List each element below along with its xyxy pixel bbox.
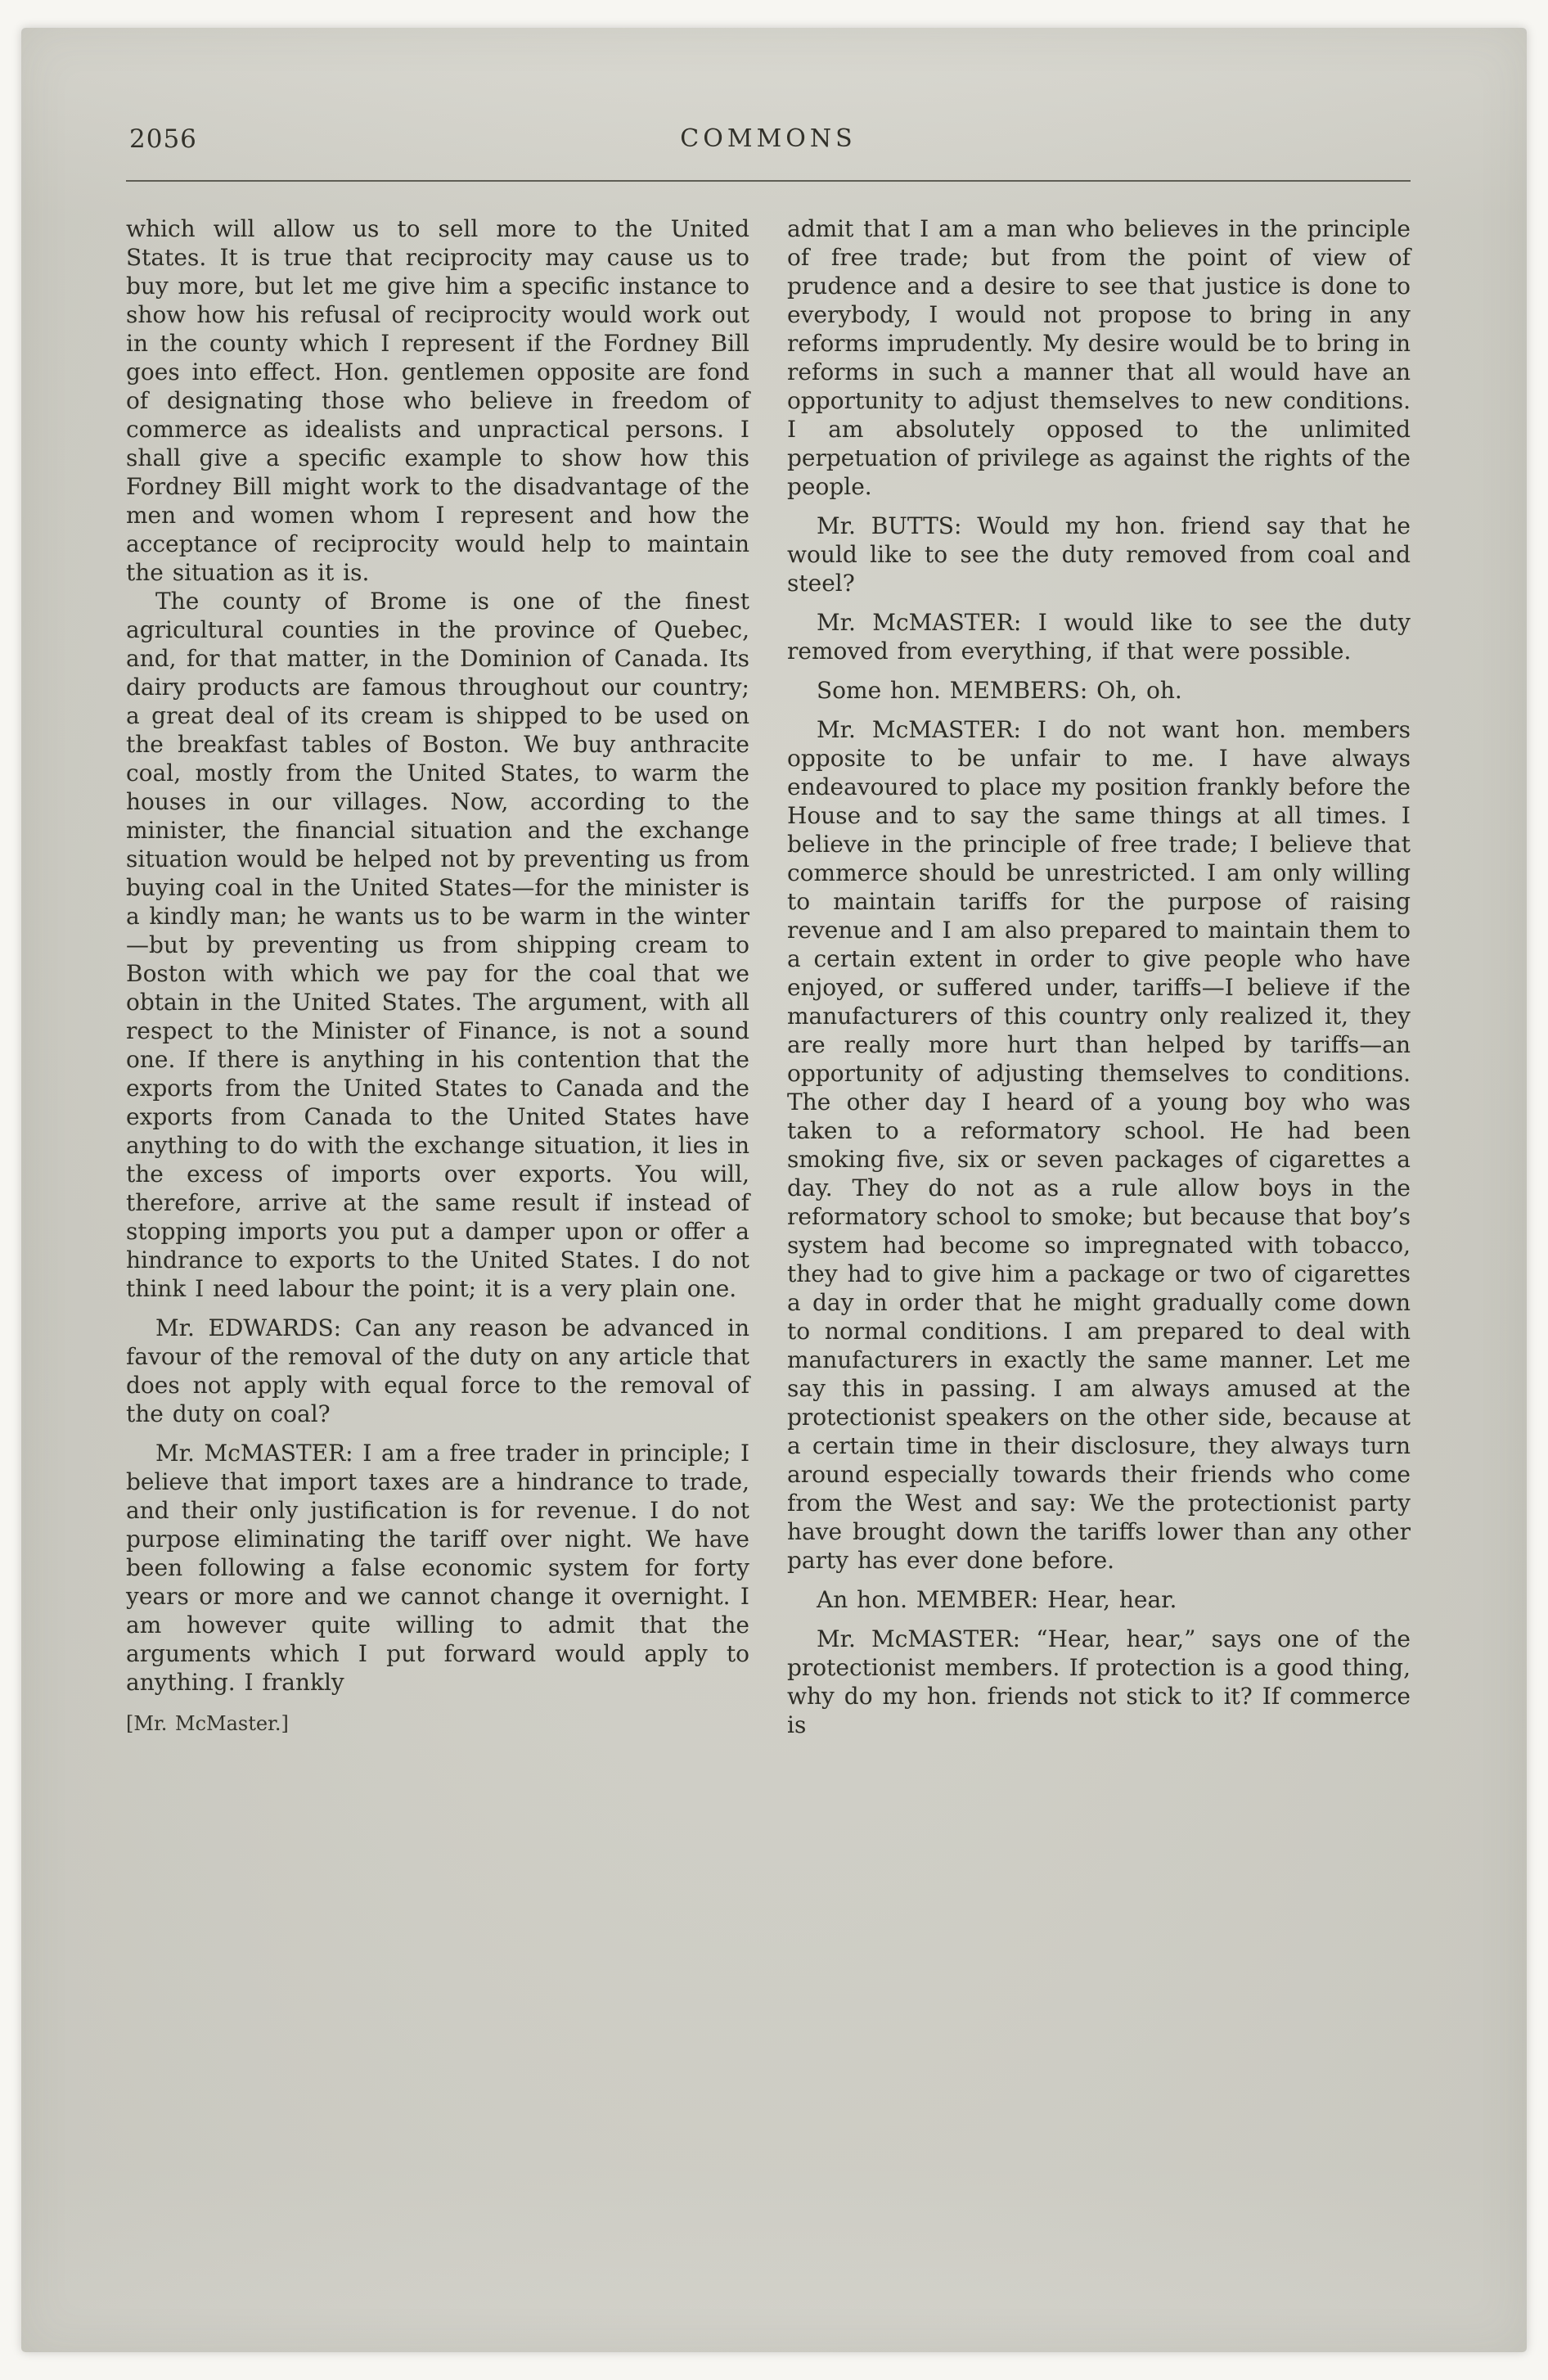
body-paragraph: which will allow us to sell more to the United States. It is true that reciprocity may cause us to buy more, but let me give him a specific instance to show how his refusal of reciprocity would work out in the county which I represent if the Fordney Bill goes into effect. Hon. gentlemen opposite are fond of designating those who believe in freedom of commerce as idealists and unpractical persons. I shall give a specific example to show how this Fordney Bill might work to the disadvantage of the men and women whom I represent and how the acceptance of reciprocity would help to maintain the situation as it is.: [126, 215, 749, 586]
speech-paragraph: Mr. McMASTER: I do not want hon. members opposite to be unfair to me. I have always endeavoured to place my position frankly before the House and to say the same things at all times. I believe in the principle of free trade; I believe that commerce should be unrestricted. I am only willing to maintain tariffs for the purpose of raising revenue and I am also prepared to maintain them to a certain extent in order to give people who have enjoyed, or suffered under, tariffs—I believe if the manufacturers of this country only realized it, they are really more hurt than helped by tariffs—an opportunity of adjusting themselves to conditions. The other day I heard of a young boy who was taken to a reformatory school. He had been smoking five, six or seven packages of cigarettes a day. They do not as a rule allow boys in the reformatory school to smoke; but because that boy’s system had become so impregnated with tobacco, they had to give him a package or two of cigarettes a day in order that he might gradually come down to normal conditions. I am prepared to deal with manufacturers in exactly the same manner. Let me say this in passing. I am always amused at the protectionist speakers on the other side, because at a certain time in their disclosure, they always turn around especially towards their friends who come from the West and say: We the protectionist party have brought down the tariffs lower than any other party has ever done before.: [787, 716, 1411, 1574]
body-paragraph: admit that I am a man who believes in the principle of free trade; but from the point of view of prudence and a desire to see that justice is done to everybody, I would not propose to bring in any reforms imprudently. My desire would be to bring in reforms in such a manner that all would have an opportunity to adjust themselves to new conditions. I am absolutely opposed to the unlimited perpetuation of privilege as against the rights of the people.: [787, 215, 1411, 500]
scanned-page: [21, 28, 1527, 2352]
footer-signature: [Mr. McMaster.]: [126, 1712, 289, 1735]
right-column: [787, 214, 1411, 1739]
speech-paragraph: Mr. EDWARDS: Can any reason be advanced in favour of the removal of the duty on any article that does not apply with equal force to the removal of the duty on coal?: [126, 1314, 749, 1427]
speech-paragraph: Mr. McMASTER: I am a free trader in principle; I believe that import taxes are a hindrance to trade, and their only justification is for revenue. I do not purpose eliminating the tariff over night. We have been following a false economic system for forty years or more and we cannot change it overnight. I am however quite willing to admit that the arguments which I put forward would apply to anything. I frankly: [126, 1440, 749, 1696]
speech-paragraph: Mr. BUTTS: Would my hon. friend say that he would like to see the duty removed from coal and steel?: [787, 512, 1411, 597]
speech-paragraph: Mr. McMASTER: I would like to see the duty removed from everything, if that were possible.: [787, 609, 1411, 665]
speech-paragraph: Some hon. MEMBERS: Oh, oh.: [817, 677, 1182, 704]
speech-paragraph: An hon. MEMBER: Hear, hear.: [817, 1586, 1177, 1613]
running-head-title: COMMONS: [680, 124, 857, 153]
page-content: [126, 124, 1411, 1739]
text-columns: [126, 214, 1411, 1739]
left-column: [126, 214, 749, 1739]
body-paragraph: The county of Brome is one of the finest agricultural counties in the province of Quebec, and, for that matter, in the Dominion of Canada. Its dairy products are famous throughout our country; a great deal of its cream is shipped to be used on the breakfast tables of Boston. We buy anthracite coal, mostly from the United States, to warm the houses in our villages. Now, according to the minister, the financial situation and the exchange situation would be helped not by preventing us from buying coal in the United States—for the minister is a kindly man; he wants us to be warm in the winter—but by preventing us from shipping cream to Boston with which we pay for the coal that we obtain in the United States. The argument, with all respect to the Minister of Finance, is not a sound one. If there is anything in his contention that the exports from the United States to Canada and the exports from Canada to the United States have anything to do with the exchange situation, it lies in the excess of imports over exports. You will, therefore, arrive at the same result if instead of stopping imports you put a damper upon or offer a hindrance to exports to the United States. I do not think I need labour the point; it is a very plain one.: [126, 588, 749, 1302]
speech-paragraph: Mr. McMASTER: “Hear, hear,” says one of the protectionist members. If protection is a good thing, why do my hon. friends not stick to it? If commerce is: [787, 1625, 1411, 1738]
page-number: 2056: [129, 124, 197, 154]
header-rule: [126, 180, 1411, 182]
page-header: [126, 124, 1411, 162]
